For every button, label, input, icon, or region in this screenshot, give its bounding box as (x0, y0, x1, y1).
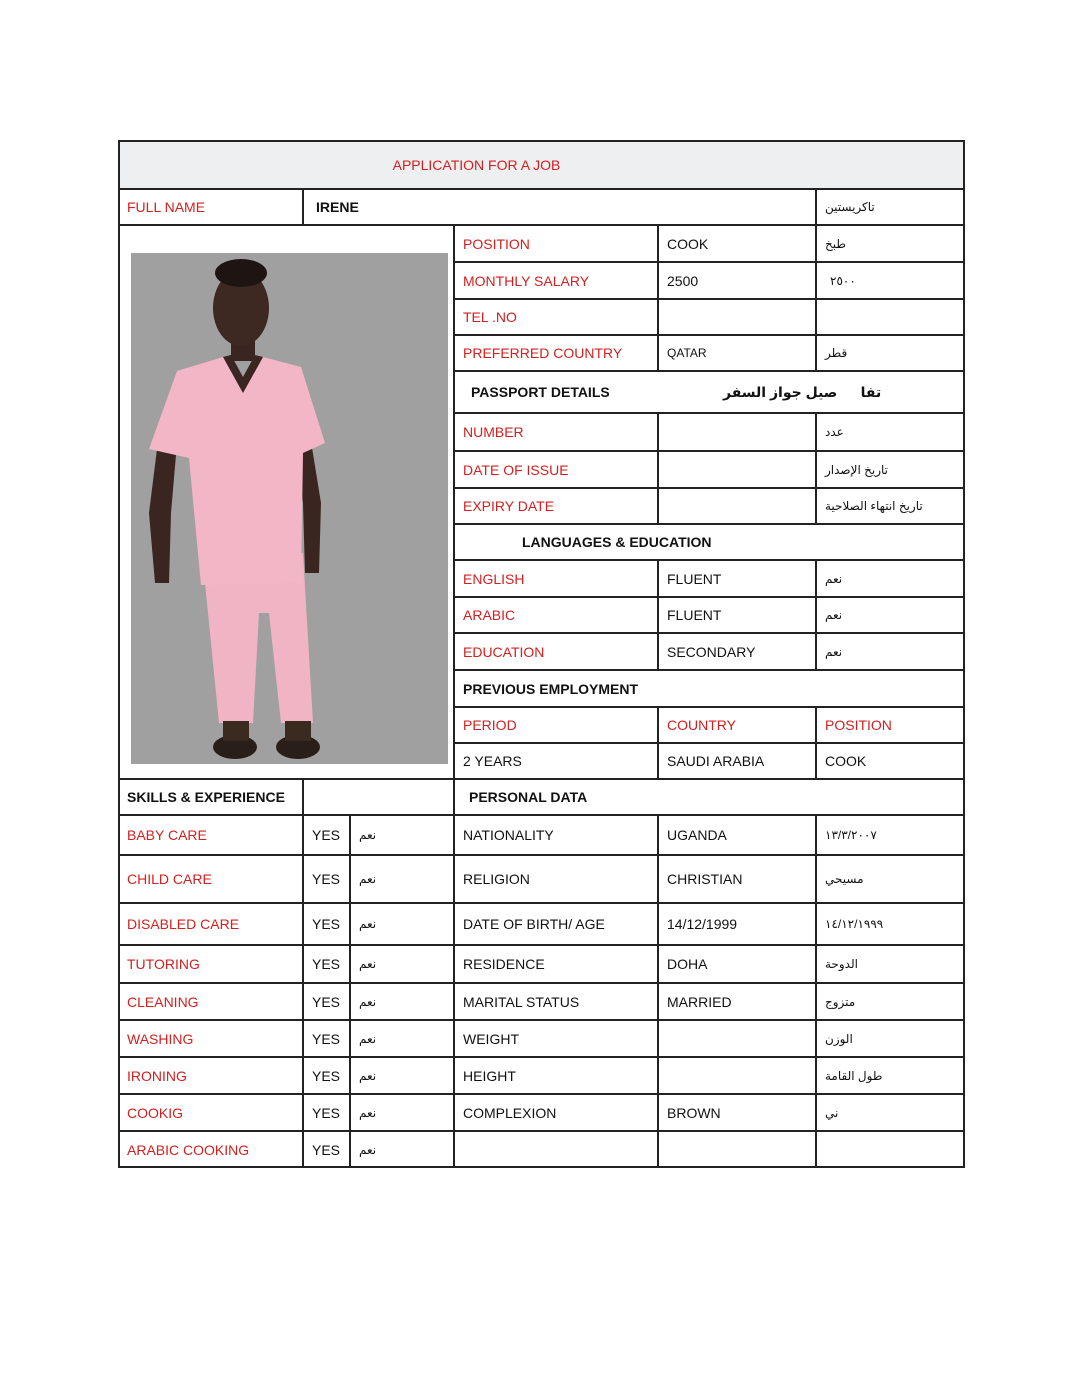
table-line (454, 412, 965, 414)
tel-value (658, 299, 816, 335)
personal-arabic: ١٣/٣/٢٠٠٧ (825, 828, 877, 842)
skill-value: YES (312, 1030, 341, 1047)
table-line (657, 412, 659, 524)
table-line (118, 1019, 965, 1021)
skill-arabic: نعم (359, 872, 377, 886)
table-line (454, 298, 965, 300)
table-line (815, 814, 817, 1168)
monthly-salary-label: MONTHLY SALARY (463, 272, 590, 289)
table-line (454, 559, 965, 561)
table-line (454, 261, 965, 263)
applicant-photo (131, 253, 448, 764)
language-label: ENGLISH (463, 570, 525, 587)
skill-label: DISABLED CARE (127, 916, 240, 932)
skill-arabic: نعم (359, 828, 377, 842)
date-of-issue-value (658, 451, 816, 488)
table-line (815, 559, 817, 670)
table-line (815, 188, 817, 225)
table-line (815, 706, 817, 778)
preferred-country-arabic: قطر (825, 346, 848, 360)
table-line (454, 632, 965, 634)
skill-value: YES (312, 956, 341, 972)
education-value: SECONDARY (667, 643, 756, 660)
date-of-issue-arabic: تاريخ الإصدار (825, 462, 889, 477)
table-line (118, 902, 965, 904)
passport-header-arabic: تفا صيل جواز السفر (723, 383, 882, 400)
language-arabic: نعم (825, 571, 843, 586)
monthly-salary-value: 2500 (667, 272, 699, 289)
personal-data-header: PERSONAL DATA (469, 789, 588, 805)
preferred-country-value: QATAR (667, 346, 707, 360)
personal-label (454, 1131, 658, 1168)
job-application-form (118, 140, 965, 1168)
language-arabic: نعم (825, 608, 843, 622)
table-line (118, 854, 965, 856)
personal-value: BROWN (667, 1104, 721, 1121)
personal-label: DATE OF BIRTH/ AGE (463, 916, 605, 932)
table-line (118, 778, 965, 780)
table-line (118, 1130, 965, 1132)
passport-number-label: NUMBER (463, 424, 524, 440)
education-label: EDUCATION (463, 643, 545, 660)
skill-arabic: نعم (359, 1031, 377, 1046)
personal-value: MARRIED (667, 993, 732, 1010)
skill-arabic: نعم (359, 1105, 377, 1120)
skill-value: YES (312, 1067, 341, 1084)
personal-label: COMPLEXION (463, 1104, 557, 1121)
personal-arabic: طول القامة (825, 1068, 883, 1083)
full-name-value: IRENE (316, 199, 359, 215)
personal-value (658, 1131, 816, 1168)
table-line (118, 224, 965, 226)
skill-label: ARABIC COOKING (127, 1141, 250, 1158)
preferred-country-label: PREFERRED COUNTRY (463, 345, 623, 361)
skill-arabic: نعم (359, 917, 377, 931)
employment-position: COOK (825, 753, 867, 769)
personal-arabic: ١٤/١٢/١٩٩٩ (825, 917, 884, 931)
passport-number-arabic: عدد (825, 425, 844, 439)
employment-column-header: POSITION (825, 717, 892, 733)
position-label: POSITION (463, 235, 530, 252)
table-line (118, 1093, 965, 1095)
table-line (302, 188, 304, 225)
tel-arabic (816, 299, 965, 335)
table-line (454, 370, 965, 372)
skill-label: WASHING (127, 1030, 194, 1047)
table-line (118, 814, 965, 816)
personal-label: WEIGHT (463, 1030, 519, 1047)
employment-column-header: COUNTRY (667, 717, 736, 733)
personal-value: DOHA (667, 956, 708, 972)
table-line (454, 596, 965, 598)
expiry-date-label: EXPIRY DATE (463, 498, 555, 514)
table-line (454, 742, 965, 744)
table-line (118, 944, 965, 946)
table-line (118, 188, 965, 190)
table-line (454, 334, 965, 336)
language-value: FLUENT (667, 607, 722, 623)
personal-arabic: ني (825, 1105, 839, 1120)
position-arabic: طبخ (825, 236, 846, 251)
table-line (453, 224, 455, 1168)
passport-header: PASSPORT DETAILS (471, 384, 610, 400)
skills-header: SKILLS & EXPERIENCE (127, 789, 285, 805)
passport-number-value (658, 413, 816, 451)
table-line (657, 559, 659, 670)
language-value: FLUENT (667, 570, 722, 587)
personal-arabic: مسيحي (825, 872, 864, 886)
skill-value: YES (312, 1104, 341, 1121)
personal-value (658, 1057, 816, 1094)
personal-arabic: الوزن (825, 1031, 853, 1046)
table-line (815, 224, 817, 370)
border-top (118, 140, 965, 142)
skill-label: TUTORING (127, 956, 200, 972)
skill-arabic: نعم (359, 994, 377, 1009)
personal-label: RESIDENCE (463, 956, 545, 972)
position-value: COOK (667, 235, 709, 252)
skill-arabic: نعم (359, 957, 377, 971)
skill-label: COOKIG (127, 1104, 184, 1121)
table-line (815, 412, 817, 524)
date-of-issue-label: DATE OF ISSUE (463, 461, 569, 478)
employment-period: 2 YEARS (463, 753, 522, 769)
languages-header: LANGUAGES & EDUCATION (522, 534, 712, 550)
table-line (657, 224, 659, 370)
table-line (454, 487, 965, 489)
table-line (349, 814, 351, 1168)
personal-label: RELIGION (463, 871, 530, 887)
expiry-date-arabic: تاريخ انتهاء الصلاحية (825, 499, 923, 513)
skill-label: CLEANING (127, 993, 199, 1010)
form-title: APPLICATION FOR A JOB (392, 156, 561, 173)
border-right (963, 140, 965, 1168)
skill-arabic: نعم (359, 1068, 377, 1083)
skill-value: YES (312, 1141, 341, 1158)
skill-label: IRONING (127, 1067, 187, 1084)
table-line (454, 450, 965, 452)
border-bottom (118, 1166, 965, 1168)
personal-value: UGANDA (667, 827, 727, 843)
monthly-salary-arabic: ٢٥٠٠ (830, 273, 856, 288)
table-line (454, 706, 965, 708)
table-line (118, 982, 965, 984)
tel-label: TEL .NO (463, 309, 517, 325)
personal-value: CHRISTIAN (667, 871, 743, 887)
employment-country: SAUDI ARABIA (667, 753, 765, 769)
language-label: ARABIC (463, 607, 516, 623)
skill-value: YES (312, 916, 341, 932)
previous-employment-header: PREVIOUS EMPLOYMENT (463, 680, 639, 697)
table-line (657, 706, 659, 778)
skill-arabic: نعم (359, 1142, 377, 1157)
table-line (118, 1056, 965, 1058)
expiry-date-value (658, 488, 816, 524)
table-line (657, 814, 659, 1168)
full-name-arabic: تاكريستين (825, 200, 875, 214)
table-line (454, 523, 965, 525)
education-arabic: نعم (825, 644, 843, 659)
personal-label: MARITAL STATUS (463, 993, 580, 1010)
personal-value: 14/12/1999 (667, 916, 738, 932)
personal-value (658, 1020, 816, 1057)
personal-label: NATIONALITY (463, 827, 554, 843)
employment-column-header: PERIOD (463, 717, 517, 733)
personal-arabic: الدوحة (825, 957, 858, 971)
skill-label: CHILD CARE (127, 871, 212, 887)
personal-arabic (816, 1131, 965, 1168)
table-line (454, 669, 965, 671)
skill-value: YES (312, 827, 341, 843)
skill-value: YES (312, 871, 341, 887)
border-left (118, 140, 120, 1168)
personal-label: HEIGHT (463, 1067, 516, 1084)
table-line (302, 778, 304, 1168)
skill-label: BABY CARE (127, 827, 207, 843)
personal-arabic: متزوج (825, 994, 856, 1009)
skill-value: YES (312, 993, 341, 1010)
full-name-label: FULL NAME (127, 199, 206, 215)
